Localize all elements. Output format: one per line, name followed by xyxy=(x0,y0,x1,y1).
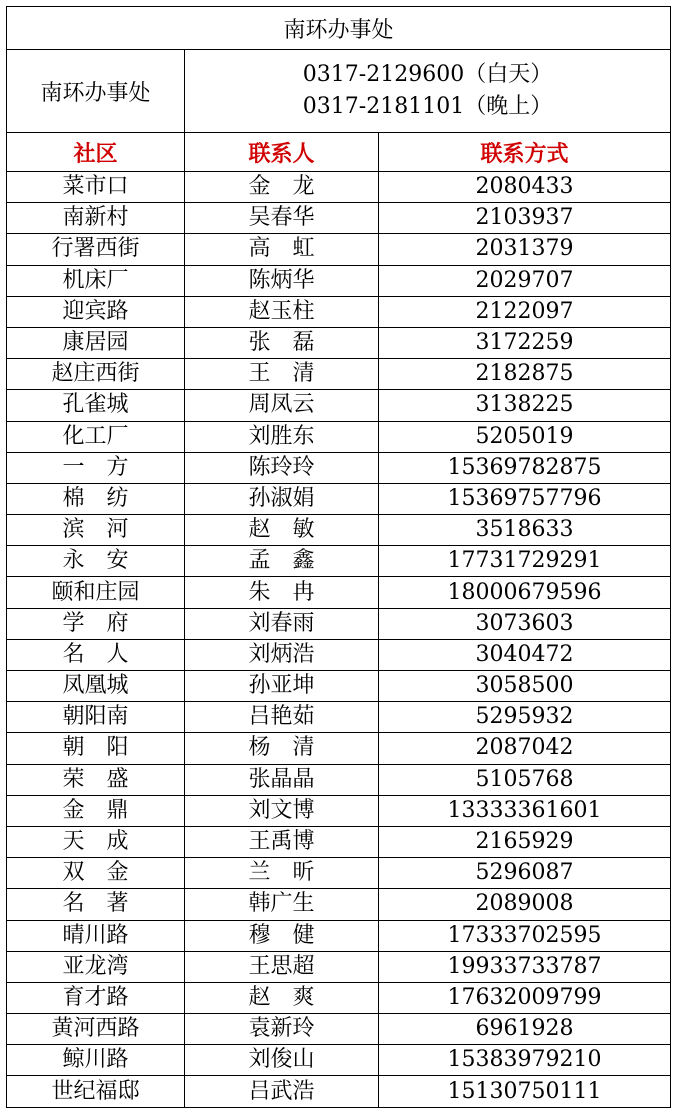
cell-community: 孔雀城 xyxy=(7,390,185,421)
table-row xyxy=(7,452,671,483)
table-row xyxy=(7,1045,671,1076)
cell-community: 滨 河 xyxy=(7,515,185,546)
table-row xyxy=(7,515,671,546)
cell-community: 鲸川路 xyxy=(7,1045,185,1076)
cell-phone[interactable]: 5296087 xyxy=(379,858,671,889)
office-phones xyxy=(185,50,671,133)
table-row xyxy=(7,577,671,608)
cell-phone[interactable]: 17333702595 xyxy=(379,920,671,951)
table-row xyxy=(7,265,671,296)
table-row xyxy=(7,889,671,920)
cell-phone[interactable]: 13333361601 xyxy=(379,795,671,826)
cell-community: 黄河西路 xyxy=(7,1014,185,1045)
cell-phone[interactable]: 2029707 xyxy=(379,265,671,296)
table-row xyxy=(7,858,671,889)
cell-community: 荣 盛 xyxy=(7,764,185,795)
cell-phone[interactable]: 5295932 xyxy=(379,702,671,733)
cell-phone[interactable]: 19933733787 xyxy=(379,951,671,982)
cell-contact: 王思超 xyxy=(185,951,379,982)
cell-phone[interactable]: 15383979210 xyxy=(379,1045,671,1076)
cell-community: 永 安 xyxy=(7,546,185,577)
cell-phone[interactable]: 3138225 xyxy=(379,390,671,421)
cell-community: 凤凰城 xyxy=(7,671,185,702)
table-row xyxy=(7,483,671,514)
cell-phone[interactable]: 5205019 xyxy=(379,421,671,452)
cell-phone[interactable]: 2165929 xyxy=(379,826,671,857)
table-row xyxy=(7,421,671,452)
table-row xyxy=(7,764,671,795)
table-row xyxy=(7,795,671,826)
cell-contact: 刘炳浩 xyxy=(185,639,379,670)
cell-community: 名 著 xyxy=(7,889,185,920)
cell-phone[interactable]: 2087042 xyxy=(379,733,671,764)
cell-phone[interactable]: 3172259 xyxy=(379,327,671,358)
cell-contact: 王 清 xyxy=(185,359,379,390)
cell-contact: 张晶晶 xyxy=(185,764,379,795)
cell-phone[interactable]: 15369757796 xyxy=(379,483,671,514)
cell-phone[interactable]: 17731729291 xyxy=(379,546,671,577)
title-row xyxy=(7,7,671,50)
cell-phone[interactable]: 3040472 xyxy=(379,639,671,670)
cell-contact: 赵 敏 xyxy=(185,515,379,546)
cell-community: 南新村 xyxy=(7,203,185,234)
cell-contact: 金 龙 xyxy=(185,172,379,203)
table-row xyxy=(7,234,671,265)
cell-community: 棉 纺 xyxy=(7,483,185,514)
cell-contact: 杨 清 xyxy=(185,733,379,764)
table-row xyxy=(7,1014,671,1045)
column-header-row xyxy=(7,133,671,172)
table-row xyxy=(7,826,671,857)
office-phone-day[interactable]: 0317-2129600（白天） xyxy=(302,62,553,87)
cell-phone[interactable]: 2031379 xyxy=(379,234,671,265)
cell-community: 天 成 xyxy=(7,826,185,857)
table-row xyxy=(7,359,671,390)
table-row xyxy=(7,327,671,358)
cell-phone[interactable]: 17632009799 xyxy=(379,982,671,1013)
table-row xyxy=(7,203,671,234)
cell-phone[interactable]: 3518633 xyxy=(379,515,671,546)
table-row xyxy=(7,920,671,951)
cell-phone[interactable]: 3058500 xyxy=(379,671,671,702)
cell-contact: 孙亚坤 xyxy=(185,671,379,702)
cell-community: 化工厂 xyxy=(7,421,185,452)
cell-phone[interactable]: 2089008 xyxy=(379,889,671,920)
office-phone-night[interactable]: 0317-2181101（晚上） xyxy=(302,94,553,119)
cell-contact: 赵玉柱 xyxy=(185,296,379,327)
cell-community: 机床厂 xyxy=(7,265,185,296)
table-row xyxy=(7,733,671,764)
cell-contact: 袁新玲 xyxy=(185,1014,379,1045)
cell-community: 育才路 xyxy=(7,982,185,1013)
table-row xyxy=(7,702,671,733)
cell-contact: 张 磊 xyxy=(185,327,379,358)
table-row xyxy=(7,608,671,639)
table-row xyxy=(7,172,671,203)
column-header-community: 社区 xyxy=(7,133,185,172)
cell-community: 菜市口 xyxy=(7,172,185,203)
cell-contact: 兰 昕 xyxy=(185,858,379,889)
table-row xyxy=(7,951,671,982)
cell-phone[interactable]: 6961928 xyxy=(379,1014,671,1045)
cell-contact: 刘文博 xyxy=(185,795,379,826)
cell-contact: 刘胜东 xyxy=(185,421,379,452)
cell-contact: 吴春华 xyxy=(185,203,379,234)
cell-contact: 吕武浩 xyxy=(185,1076,379,1107)
cell-contact: 孙淑娟 xyxy=(185,483,379,514)
table-row xyxy=(7,546,671,577)
cell-phone[interactable]: 2182875 xyxy=(379,359,671,390)
cell-contact: 刘俊山 xyxy=(185,1045,379,1076)
cell-phone[interactable]: 2080433 xyxy=(379,172,671,203)
cell-contact: 王禹博 xyxy=(185,826,379,857)
cell-contact: 穆 健 xyxy=(185,920,379,951)
column-header-phone: 联系方式 xyxy=(379,133,671,172)
office-row xyxy=(7,50,671,133)
table-row xyxy=(7,639,671,670)
table-row xyxy=(7,390,671,421)
cell-contact: 高 虹 xyxy=(185,234,379,265)
cell-community: 世纪福邸 xyxy=(7,1076,185,1107)
office-name: 南环办事处 xyxy=(7,50,185,133)
cell-community: 学 府 xyxy=(7,608,185,639)
cell-contact: 孟 鑫 xyxy=(185,546,379,577)
cell-community: 名 人 xyxy=(7,639,185,670)
cell-contact: 刘春雨 xyxy=(185,608,379,639)
cell-community: 赵庄西街 xyxy=(7,359,185,390)
table-row xyxy=(7,671,671,702)
cell-contact: 朱 冉 xyxy=(185,577,379,608)
cell-phone[interactable]: 5105768 xyxy=(379,764,671,795)
table-title: 南环办事处 xyxy=(7,7,671,50)
cell-phone[interactable]: 18000679596 xyxy=(379,577,671,608)
cell-phone[interactable]: 2103937 xyxy=(379,203,671,234)
contact-table xyxy=(6,6,671,1108)
cell-community: 金 鼎 xyxy=(7,795,185,826)
cell-community: 行署西街 xyxy=(7,234,185,265)
cell-phone[interactable]: 2122097 xyxy=(379,296,671,327)
cell-phone[interactable]: 15369782875 xyxy=(379,452,671,483)
cell-contact: 周凤云 xyxy=(185,390,379,421)
table-row xyxy=(7,296,671,327)
cell-community: 朝 阳 xyxy=(7,733,185,764)
cell-community: 一 方 xyxy=(7,452,185,483)
cell-community: 迎宾路 xyxy=(7,296,185,327)
table-row xyxy=(7,1076,671,1107)
cell-contact: 赵 爽 xyxy=(185,982,379,1013)
cell-contact: 陈炳华 xyxy=(185,265,379,296)
cell-phone[interactable]: 15130750111 xyxy=(379,1076,671,1107)
cell-community: 康居园 xyxy=(7,327,185,358)
table-row xyxy=(7,982,671,1013)
column-header-contact: 联系人 xyxy=(185,133,379,172)
cell-contact: 吕艳茹 xyxy=(185,702,379,733)
cell-phone[interactable]: 3073603 xyxy=(379,608,671,639)
cell-contact: 陈玲玲 xyxy=(185,452,379,483)
cell-community: 亚龙湾 xyxy=(7,951,185,982)
cell-community: 晴川路 xyxy=(7,920,185,951)
cell-community: 双 金 xyxy=(7,858,185,889)
contact-sheet xyxy=(6,6,670,1108)
cell-community: 颐和庄园 xyxy=(7,577,185,608)
cell-community: 朝阳南 xyxy=(7,702,185,733)
cell-contact: 韩广生 xyxy=(185,889,379,920)
